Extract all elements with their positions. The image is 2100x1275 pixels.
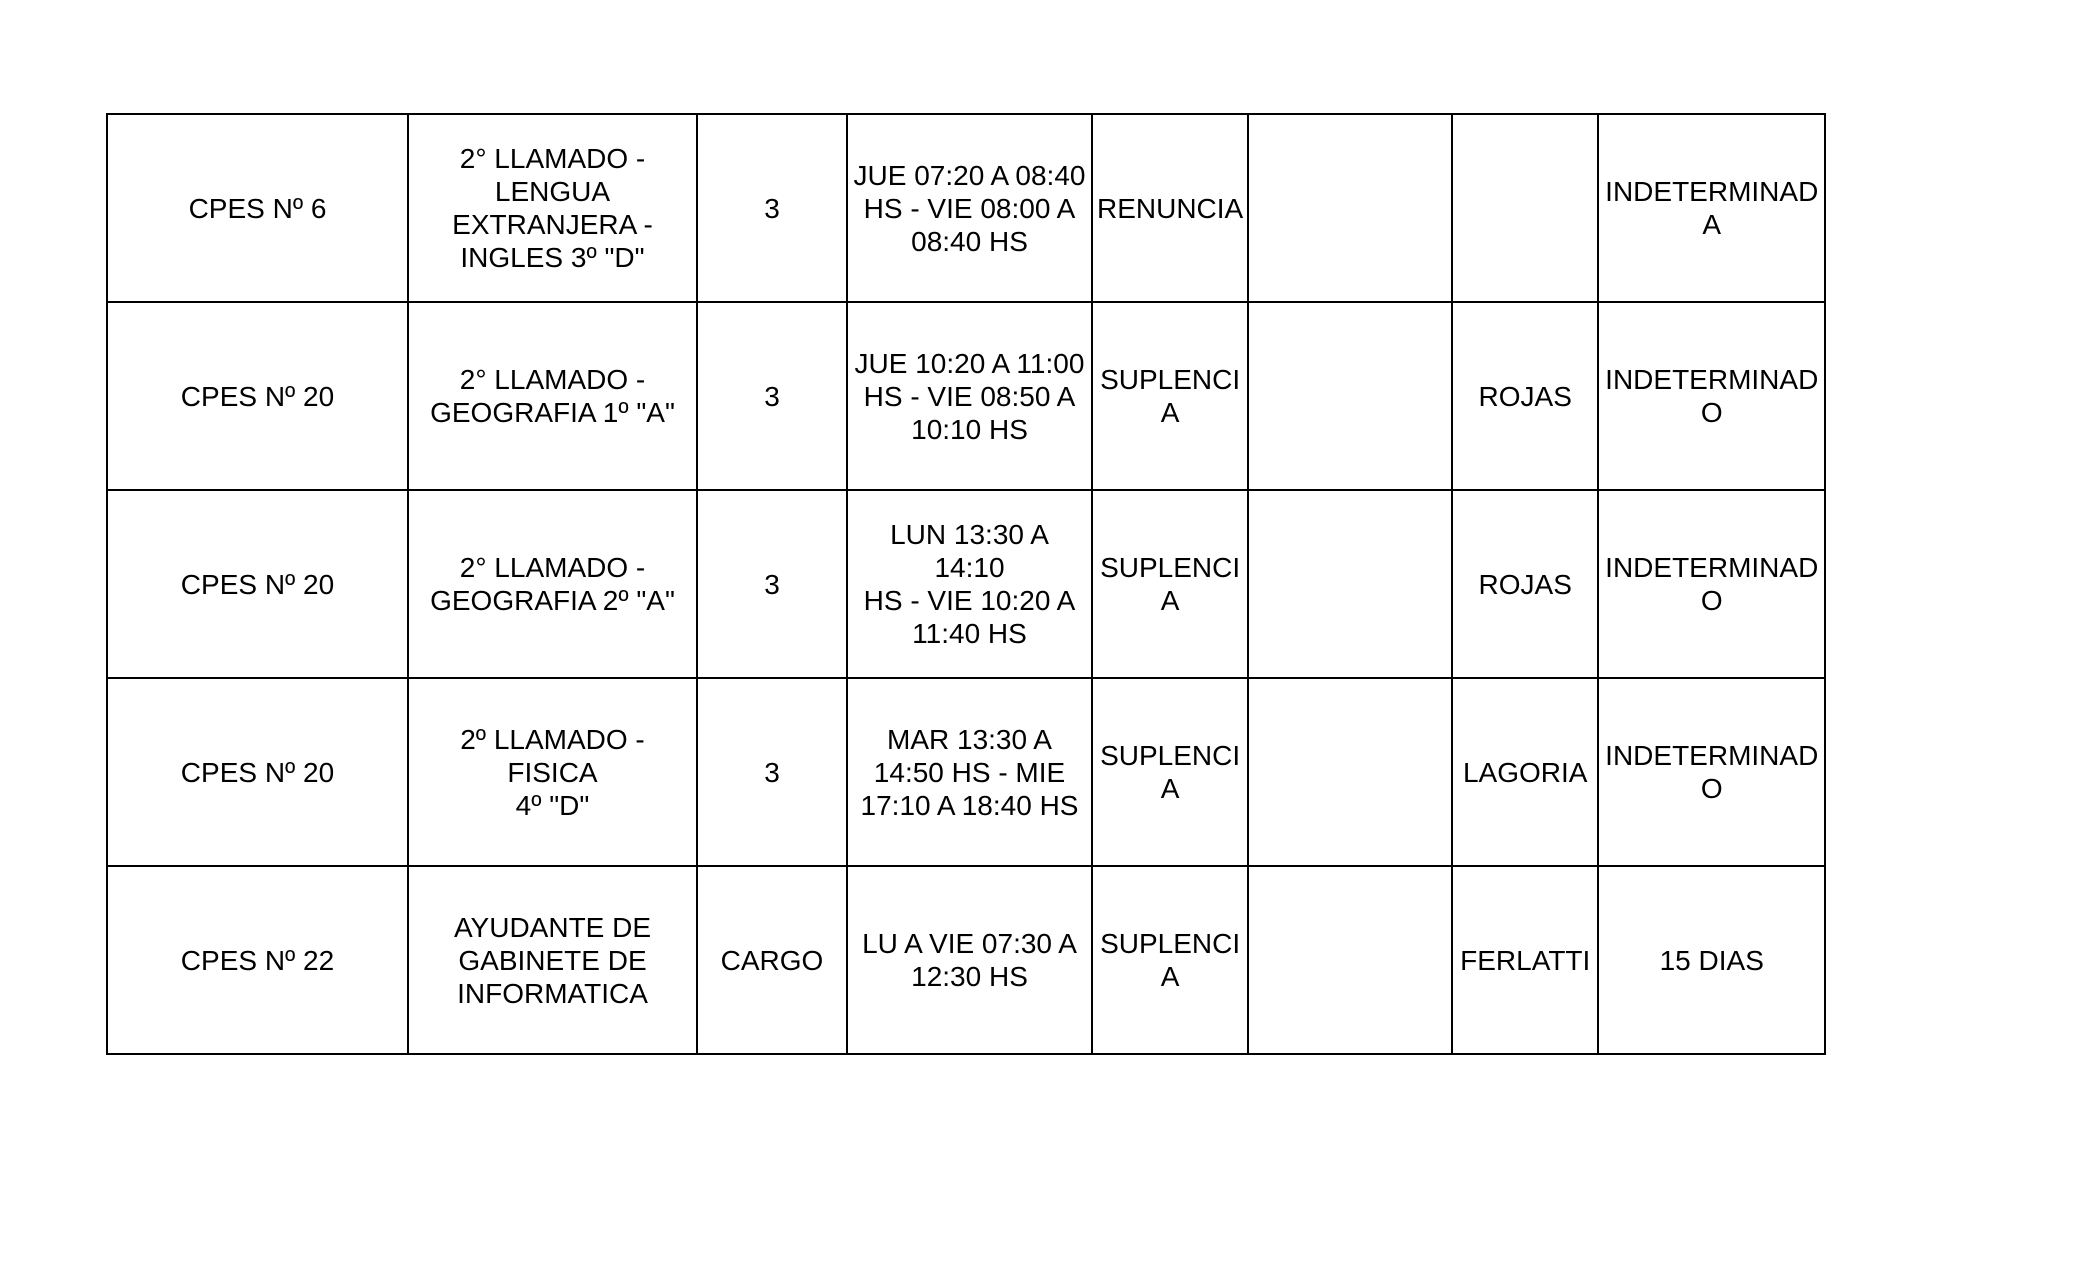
cell-hours xyxy=(697,114,847,302)
cell-schedule xyxy=(847,866,1092,1054)
cell-reason-text: SUPLENCI A xyxy=(1100,552,1241,616)
cell-reason-text: SUPLENCI A xyxy=(1100,928,1241,992)
cell-schedule-text: LU A VIE 07:30 A 12:30 HS xyxy=(862,928,1077,992)
cell-schedule-text: JUE 07:20 A 08:40 HS - VIE 08:00 A 08:40 HS xyxy=(853,159,1086,257)
cell-reason-text: SUPLENCI A xyxy=(1100,740,1241,804)
table-row xyxy=(107,866,1825,1054)
cell-hours xyxy=(697,678,847,866)
vacancy-table xyxy=(106,113,1826,1055)
cell-hours-text: 3 xyxy=(764,568,780,600)
cell-reason xyxy=(1092,302,1248,490)
cell-school-text: CPES Nº 20 xyxy=(180,568,335,600)
cell-empty xyxy=(1248,302,1452,490)
cell-subject-text: 2° LLAMADO - GEOGRAFIA 1º "A" xyxy=(430,364,675,428)
cell-hours xyxy=(697,490,847,678)
cell-school-text: CPES Nº 20 xyxy=(180,380,335,412)
cell-empty xyxy=(1248,114,1452,302)
cell-subject xyxy=(408,490,697,678)
cell-school xyxy=(107,866,408,1054)
table-row xyxy=(107,302,1825,490)
cell-duration-text: INDETERMINAD O xyxy=(1605,552,1819,616)
cell-duration xyxy=(1598,678,1825,866)
cell-schedule-text: MAR 13:30 A 14:50 HS - MIE 17:10 A 18:40 HS xyxy=(860,723,1079,821)
table-row xyxy=(107,490,1825,678)
cell-teacher xyxy=(1452,114,1598,302)
cell-empty xyxy=(1248,866,1452,1054)
cell-duration-text: INDETERMINAD O xyxy=(1605,740,1819,804)
cell-teacher-text: LAGORIA xyxy=(1462,756,1588,788)
cell-schedule xyxy=(847,114,1092,302)
cell-hours xyxy=(697,302,847,490)
cell-teacher-text: FERLATTI xyxy=(1460,944,1591,976)
cell-hours-text: 3 xyxy=(764,380,780,412)
table-row xyxy=(107,678,1825,866)
cell-reason xyxy=(1092,114,1248,302)
cell-hours-text: CARGO xyxy=(720,944,824,976)
cell-school xyxy=(107,114,408,302)
cell-hours xyxy=(697,866,847,1054)
cell-reason xyxy=(1092,678,1248,866)
cell-reason-text: RENUNCIA xyxy=(1097,192,1244,224)
cell-schedule xyxy=(847,302,1092,490)
cell-duration xyxy=(1598,866,1825,1054)
cell-subject xyxy=(408,302,697,490)
cell-hours-text: 3 xyxy=(764,756,780,788)
cell-school xyxy=(107,678,408,866)
cell-reason-text: SUPLENCI A xyxy=(1100,364,1241,428)
cell-duration-text: 15 DIAS xyxy=(1659,944,1764,976)
cell-subject xyxy=(408,866,697,1054)
cell-duration xyxy=(1598,490,1825,678)
cell-hours-text: 3 xyxy=(764,192,780,224)
cell-school xyxy=(107,490,408,678)
cell-empty xyxy=(1248,678,1452,866)
cell-subject-text: 2° LLAMADO - GEOGRAFIA 2º "A" xyxy=(430,552,675,616)
cell-duration xyxy=(1598,114,1825,302)
cell-duration-text: INDETERMINAD O xyxy=(1605,364,1819,428)
cell-schedule xyxy=(847,490,1092,678)
cell-school xyxy=(107,302,408,490)
cell-subject-text: AYUDANTE DE GABINETE DE INFORMATICA xyxy=(453,911,652,1009)
cell-teacher xyxy=(1452,490,1598,678)
cell-reason xyxy=(1092,866,1248,1054)
table-row xyxy=(107,114,1825,302)
cell-schedule xyxy=(847,678,1092,866)
cell-duration xyxy=(1598,302,1825,490)
cell-schedule-text: LUN 13:30 A 14:10 HS - VIE 10:20 A 11:40 HS xyxy=(863,519,1076,649)
cell-school-text: CPES Nº 22 xyxy=(180,944,335,976)
cell-reason xyxy=(1092,490,1248,678)
cell-school-text: CPES Nº 20 xyxy=(180,756,335,788)
cell-subject xyxy=(408,678,697,866)
cell-schedule-text: JUE 10:20 A 11:00 HS - VIE 08:50 A 10:10 HS xyxy=(854,347,1085,445)
cell-teacher-text: ROJAS xyxy=(1478,380,1572,412)
table-body xyxy=(107,114,1825,1054)
cell-teacher xyxy=(1452,866,1598,1054)
cell-subject-text: 2º LLAMADO - FISICA 4º "D" xyxy=(460,723,645,821)
cell-teacher-text: ROJAS xyxy=(1478,568,1572,600)
cell-teacher xyxy=(1452,302,1598,490)
cell-teacher xyxy=(1452,678,1598,866)
cell-subject xyxy=(408,114,697,302)
cell-school-text: CPES Nº 6 xyxy=(188,192,327,224)
cell-subject-text: 2° LLAMADO - LENGUA EXTRANJERA - INGLES 3º "D" xyxy=(452,143,653,273)
cell-duration-text: INDETERMINAD A xyxy=(1605,176,1819,240)
cell-empty xyxy=(1248,490,1452,678)
